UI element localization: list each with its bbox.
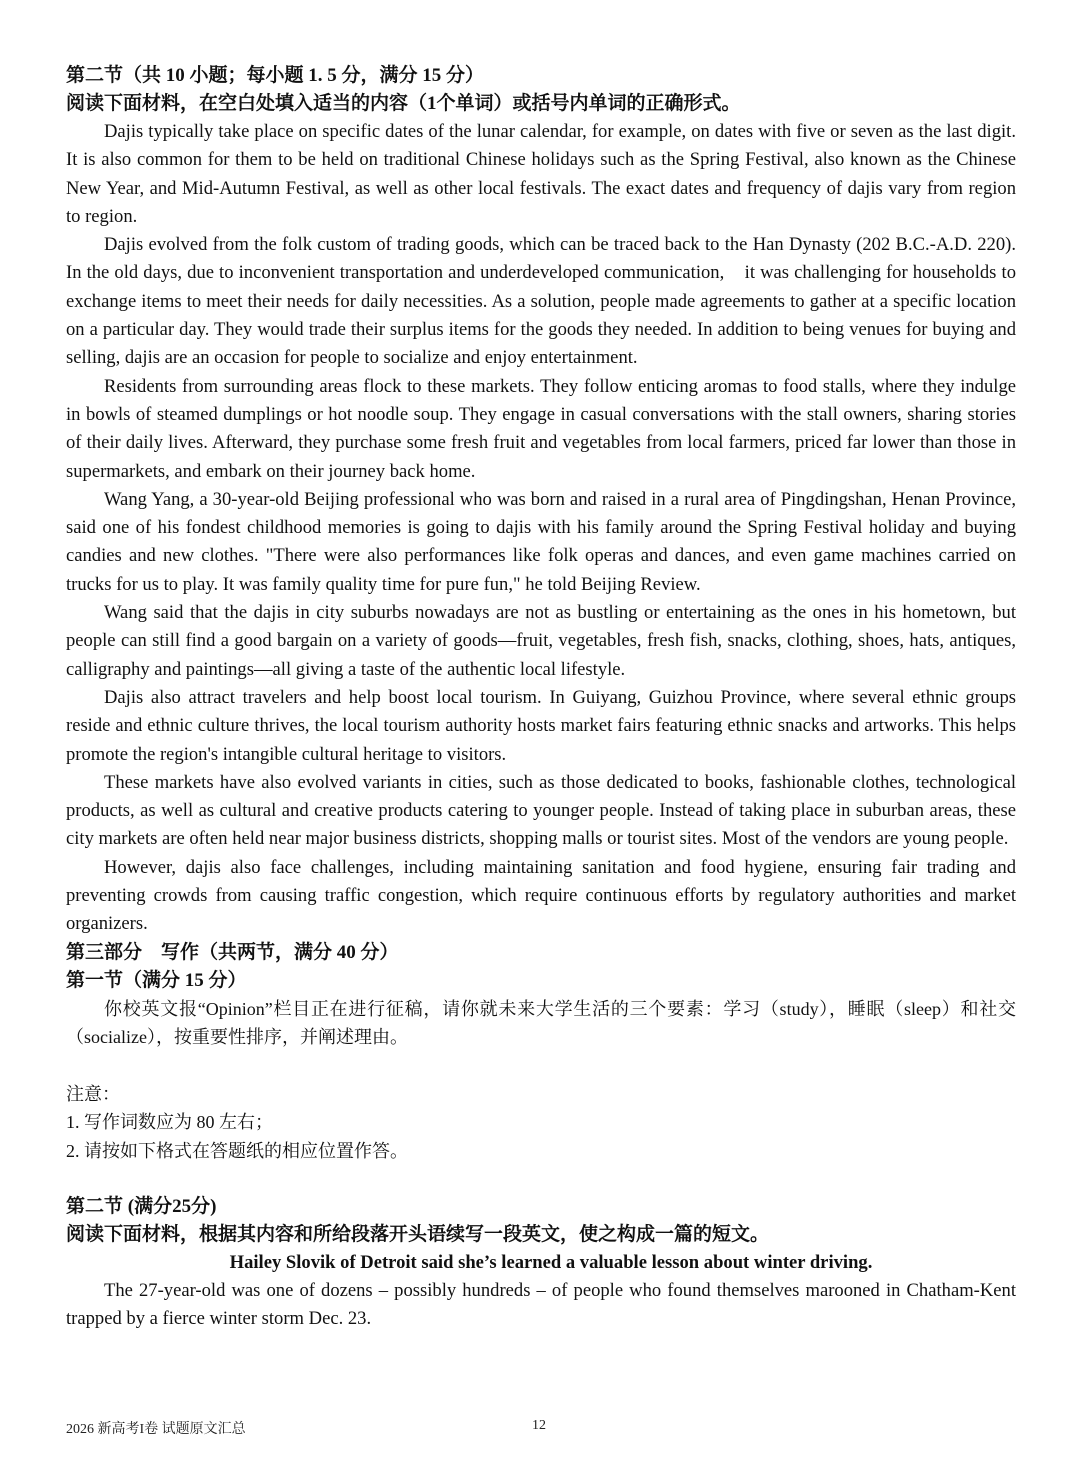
part-3-section-1-heading: 第一节（满分 15 分）: [66, 969, 247, 991]
passage-paragraph-4: Wang Yang, a 30-year-old Beijing professional who was born and raised in a rural area of Pingdingshan, Henan Province, said one of his fondest childhood memories is going to dajis with his family around the Spring Festival holiday and buying candies and new clothes. "There were also performances like folk operas and dances, and even game machines carried on trucks for us to play. It was family quality time for pure fun," he told Beijing Review.: [66, 488, 1016, 595]
story-paragraph: The 27-year-old was one of dozens – possibly hundreds – of people who found themselves marooned in Chatham-Kent trapped by a fierce winter storm Dec. 23.: [66, 1280, 1016, 1330]
note-item-1: 1. 写作词数应为 80 左右；: [66, 1112, 273, 1133]
story-title: Hailey Slovik of Detroit said she’s learned a valuable lesson about winter driving.: [229, 1252, 873, 1274]
passage-paragraph-7: These markets have also evolved variants in cities, such as those dedicated to books, fashionable clothes, technological products, as well as cultural and creative products catering to younger people. Instead of taking place in suburban areas, these city markets are often held near major business districts, shopping malls or tourist sites. Most of the vendors are young people.: [66, 771, 1016, 850]
exam-page: [66, 62, 1021, 1334]
footer-source: 2026 新高考I卷 试题原文汇总: [66, 1422, 246, 1437]
part-3-heading: 第三部分 写作（共两节，满分 40 分）: [66, 941, 399, 963]
passage-paragraph-8: However, dajis also face challenges, including maintaining sanitation and food hygiene, ensuring fair trading and preventing crowds from causing traffic congestion, which require continuous efforts by regulatory authorities and market organizers.: [66, 856, 1016, 935]
passage-paragraph-2: Dajis evolved from the folk custom of trading goods, which can be traced back to the Han Dynasty (202 B.C.-A.D. 220). In the old days, due to inconvenient transportation and underdeveloped communication, it was challenging for households to exchange items to meet their needs for daily necessities. As a solution, people made agreements to gather at a specific location on a particular day. They would trade their surplus items for the goods they needed. In addition to being venues for buying and selling, dajis are an occasion for people to socialize and enjoy entertainment.: [66, 234, 1021, 369]
section-2-heading: 第二节（共 10 小题；每小题 1. 5 分，满分 15 分）: [66, 65, 485, 86]
part-3-section-2-instruction: 阅读下面材料，根据其内容和所给段落开头语续写一段英文，使之构成一篇的短文。: [66, 1224, 770, 1246]
passage-paragraph-6: Dajis also attract travelers and help boost local tourism. In Guiyang, Guizhou Province, where several ethnic groups reside and ethnic culture thrives, the local tourism authority hosts market fairs featuring ethnic snacks and artworks. This helps promote the region's intangible cultural heritage to visitors.: [66, 686, 1016, 765]
passage-paragraph-1: Dajis typically take place on specific dates of the lunar calendar, for example, on dates with five or seven as the last digit. It is also common for them to be held on traditional Chinese holidays such as the Spring Festival, also known as the Chinese New Year, and Mid-Autumn Festival, as well as other local festivals. The exact dates and frequency of dajis vary from region to region.: [66, 121, 1016, 227]
passage-paragraph-3: Residents from surrounding areas flock to these markets. They follow enticing aromas to food stalls, where they indulge in bowls of steamed dumplings or hot noodle soup. They engage in casual conversations with the stall owners, sharing stories of their daily lives. Afterward, they purchase some fresh fruit and vegetables from local farmers, priced far lower than those in supermarkets, and embark on their journey back home.: [66, 375, 1016, 482]
writing-prompt: 你校英文报“Opinion”栏目正在进行征稿，请你就未来大学生活的三个要素：学习（study），睡眠（sleep）和社交（socialize），按重要性排序，并阐述理由。: [66, 998, 1016, 1048]
page-number: 12: [532, 1418, 546, 1433]
part-3-section-2-heading: 第二节 (满分25分): [66, 1196, 217, 1218]
note-item-2: 2. 请按如下格式在答题纸的相应位置作答。: [66, 1140, 408, 1161]
notes-label: 注意：: [66, 1083, 120, 1104]
section-2-instruction: 阅读下面材料，在空白处填入适当的内容（1个单词）或括号内单词的正确形式。: [66, 93, 741, 114]
passage-paragraph-5: Wang said that the dajis in city suburbs nowadays are not as bustling or entertaining as the ones in his hometown, but people can still find a good bargain on a variety of goods—fruit, vegetables, fresh fish, snacks, clothing, shoes, hats, antiques, calligraphy and paintings—all giving a taste of the authentic local lifestyle.: [66, 602, 1016, 680]
